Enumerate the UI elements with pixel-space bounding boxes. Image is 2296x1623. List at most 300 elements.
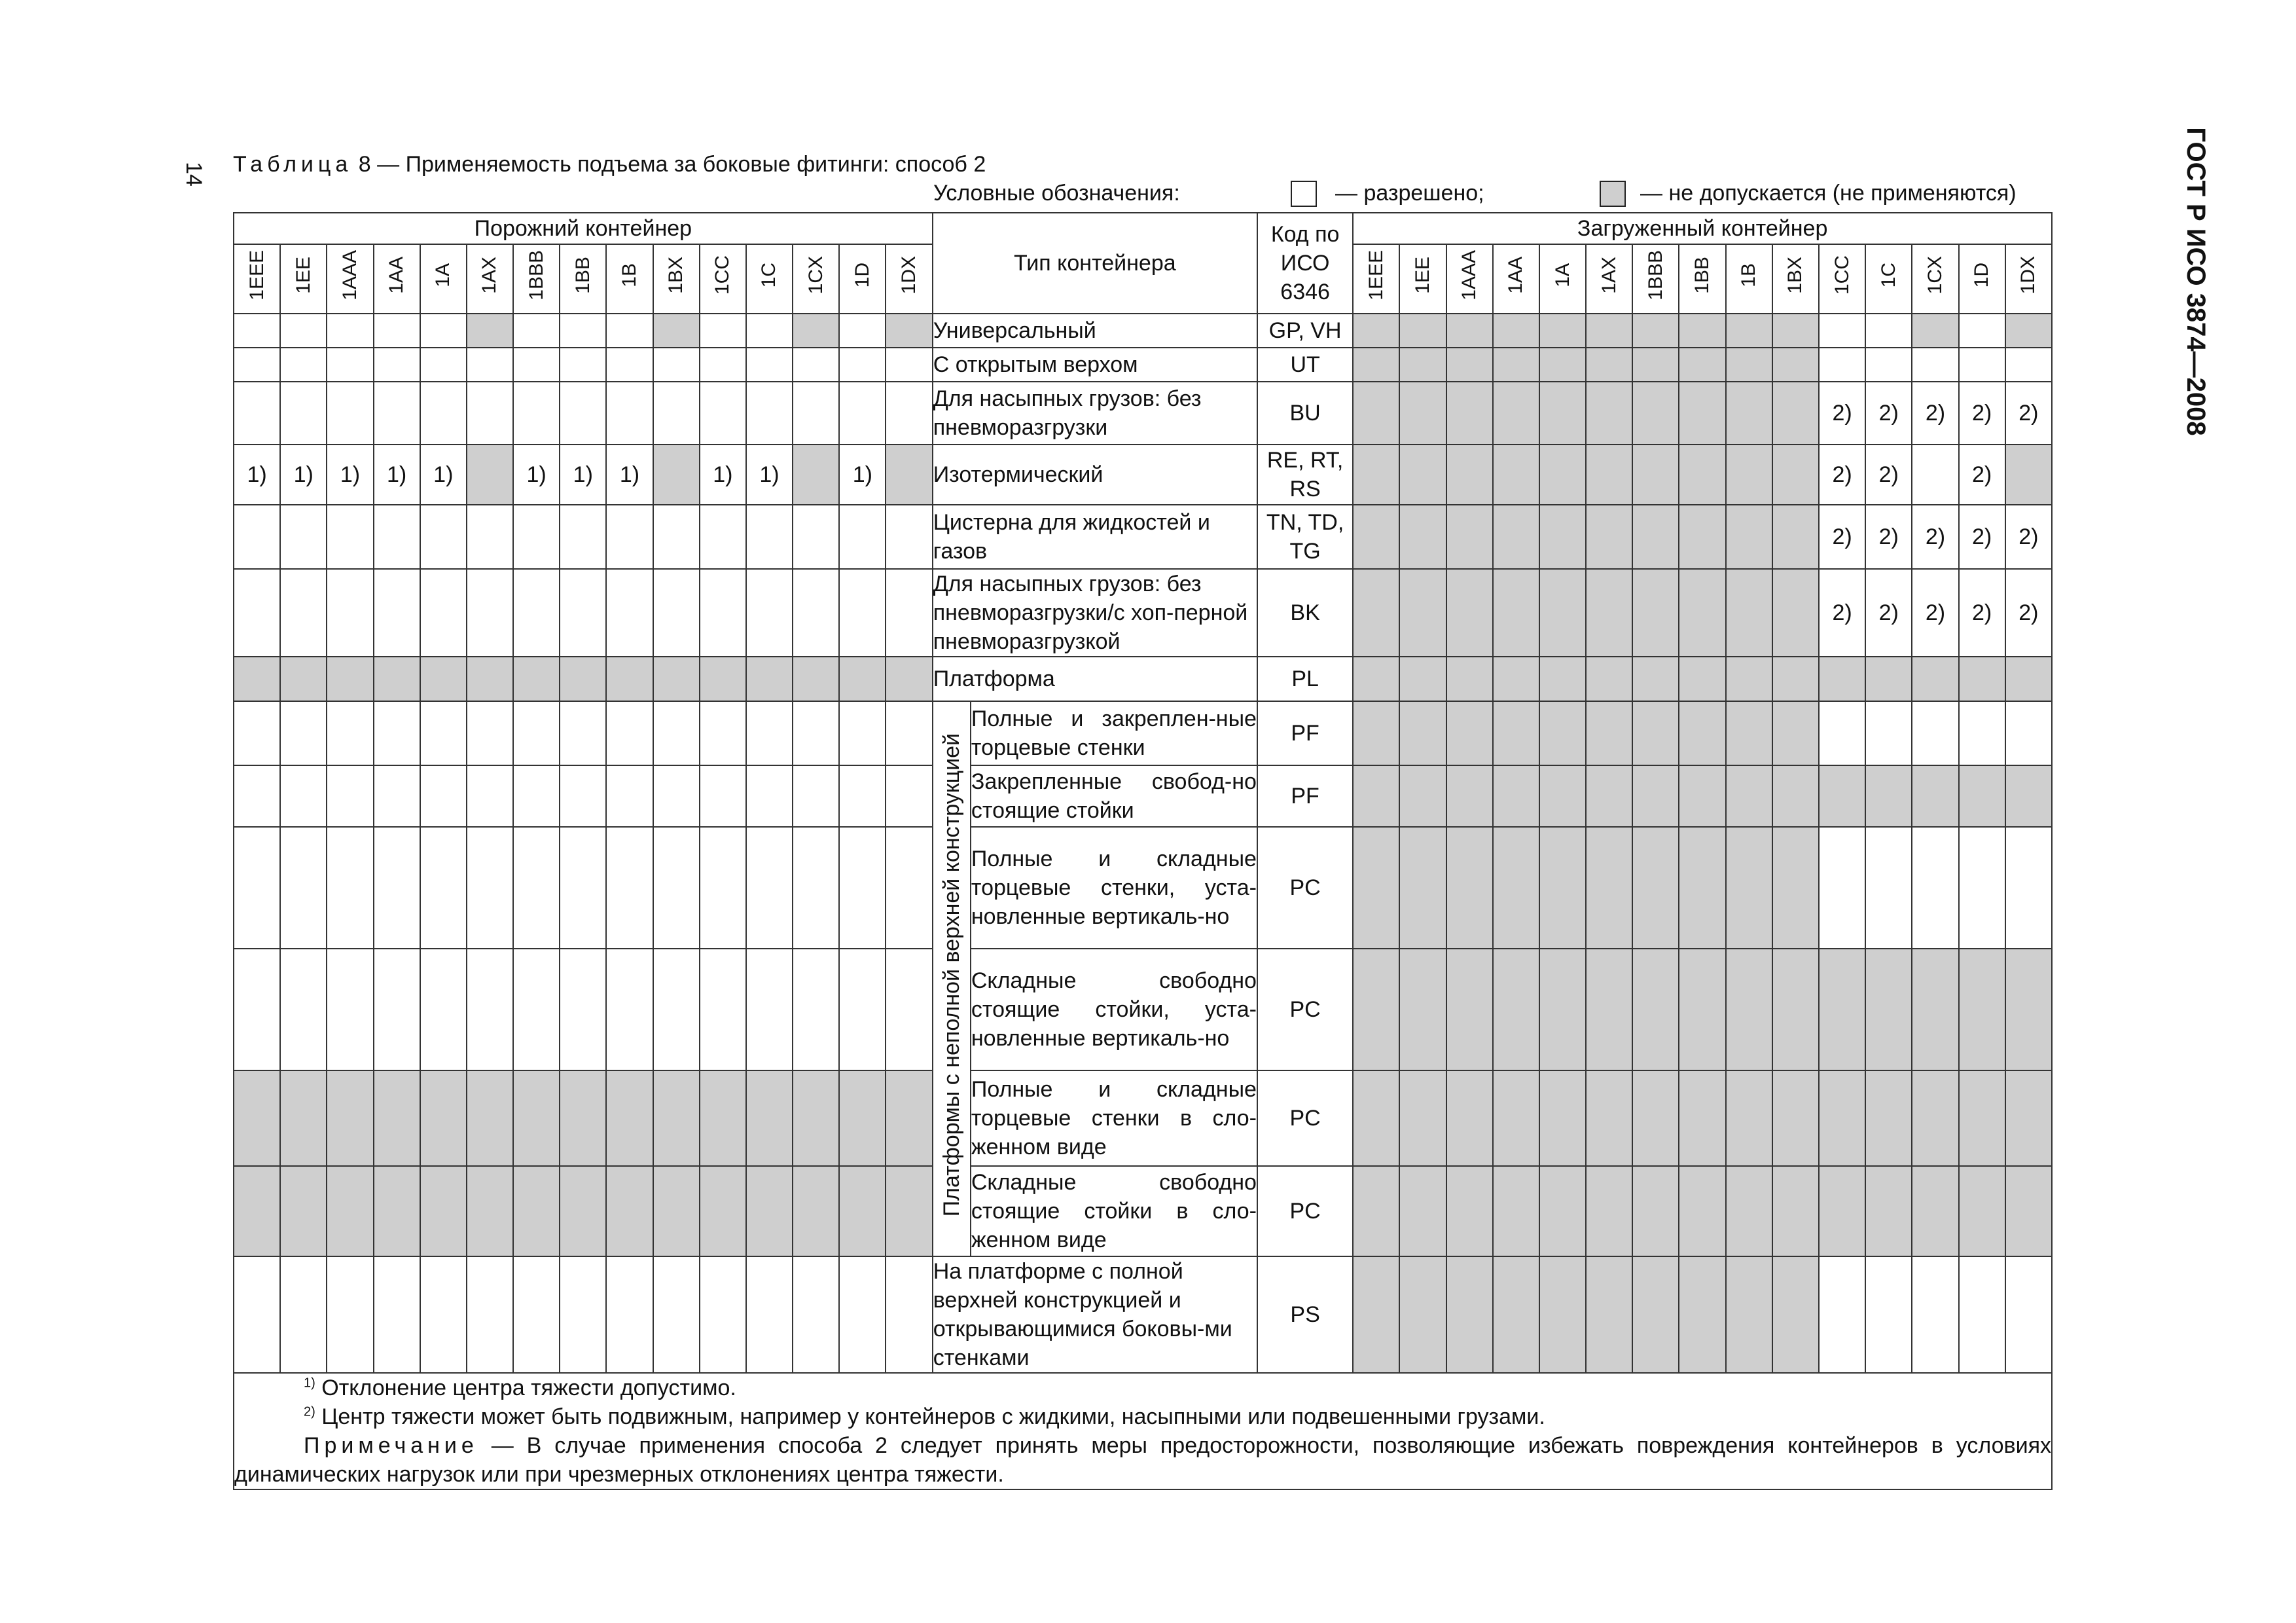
empty-cell	[234, 827, 280, 949]
table-row	[234, 382, 2052, 445]
size-label: 1C	[758, 263, 780, 288]
size-label: 1A	[432, 263, 454, 287]
empty-cell	[746, 765, 793, 827]
size-label: 1BB	[1691, 257, 1713, 294]
empty-cell	[700, 1166, 746, 1256]
loaded-cell	[1726, 445, 1772, 505]
loaded-cell	[1353, 445, 1399, 505]
footnote-mark: 2)	[304, 1404, 315, 1419]
loaded-cell: 2)	[1912, 569, 1958, 657]
loaded-size-header	[1493, 244, 1539, 314]
loaded-cell	[1912, 314, 1958, 348]
empty-cell	[513, 827, 560, 949]
loaded-cell	[1819, 1070, 1865, 1166]
loaded-cell	[1865, 1166, 1912, 1256]
empty-cell	[839, 765, 886, 827]
loaded-cell	[1446, 1070, 1493, 1166]
loaded-cell	[1772, 314, 1819, 348]
table-row	[234, 949, 2052, 1070]
empty-cell	[653, 569, 700, 657]
empty-cell	[234, 949, 280, 1070]
empty-cell	[700, 765, 746, 827]
empty-cell	[560, 1166, 606, 1256]
loaded-cell	[1539, 949, 1586, 1070]
loaded-cell	[1772, 1070, 1819, 1166]
loaded-cell	[1446, 569, 1493, 657]
loaded-cell	[1819, 1256, 1865, 1373]
empty-cell	[606, 1256, 653, 1373]
empty-cell	[280, 949, 327, 1070]
loaded-cell	[1399, 765, 1446, 827]
empty-cell	[886, 1166, 932, 1256]
empty-cell	[420, 1256, 467, 1373]
loaded-cell	[1353, 701, 1399, 765]
loaded-cell	[1493, 505, 1539, 569]
loaded-cell: 2)	[2005, 505, 2052, 569]
loaded-cell	[1726, 505, 1772, 569]
empty-cell	[234, 765, 280, 827]
empty-cell	[374, 382, 420, 445]
empty-cell: 1)	[746, 445, 793, 505]
loaded-cell	[1959, 348, 2005, 382]
loaded-cell: 2)	[1959, 569, 2005, 657]
empty-cell	[374, 505, 420, 569]
empty-cell	[467, 701, 513, 765]
loaded-cell	[1353, 382, 1399, 445]
loaded-cell	[1353, 314, 1399, 348]
empty-cell	[886, 765, 932, 827]
loaded-cell	[1493, 1256, 1539, 1373]
empty-cell	[513, 569, 560, 657]
loaded-cell	[1772, 505, 1819, 569]
iso-code: PC	[1257, 1070, 1353, 1166]
loaded-cell	[1446, 445, 1493, 505]
loaded-cell	[1865, 765, 1912, 827]
loaded-cell	[1912, 1256, 1958, 1373]
empty-cell	[420, 765, 467, 827]
empty-cell	[234, 657, 280, 701]
loaded-cell	[1493, 569, 1539, 657]
loaded-cell	[1865, 827, 1912, 949]
size-label: 1BBB	[1644, 250, 1666, 301]
empty-cell	[327, 1166, 373, 1256]
loaded-cell	[1539, 701, 1586, 765]
loaded-cell	[1959, 701, 2005, 765]
empty-cell	[280, 348, 327, 382]
loaded-cell	[1446, 505, 1493, 569]
loaded-cell	[1959, 314, 2005, 348]
empty-cell	[513, 314, 560, 348]
empty-cell	[839, 701, 886, 765]
empty-cell	[700, 382, 746, 445]
loaded-cell	[1353, 1256, 1399, 1373]
loaded-cell	[1446, 765, 1493, 827]
empty-cell	[513, 949, 560, 1070]
loaded-cell	[1726, 827, 1772, 949]
empty-cell	[374, 701, 420, 765]
empty-cell	[234, 382, 280, 445]
empty-cell	[513, 505, 560, 569]
loaded-cell	[1865, 1070, 1912, 1166]
loaded-cell	[1493, 382, 1539, 445]
empty-cell	[839, 1256, 886, 1373]
loaded-cell	[1865, 314, 1912, 348]
notes-row	[234, 1373, 2052, 1489]
empty-cell: 1)	[513, 445, 560, 505]
empty-cell	[560, 657, 606, 701]
loaded-cell	[1399, 657, 1446, 701]
empty-cell	[467, 348, 513, 382]
loaded-cell	[1399, 569, 1446, 657]
empty-cell	[886, 505, 932, 569]
loaded-cell	[2005, 827, 2052, 949]
loaded-cell	[1912, 701, 1958, 765]
caption-text: 8 — Применяемость подъема за боковые фитинги: способ 2	[358, 152, 986, 177]
empty-cell	[886, 569, 932, 657]
empty-cell	[513, 382, 560, 445]
loaded-cell	[1353, 765, 1399, 827]
loaded-cell	[1912, 1166, 1958, 1256]
empty-cell	[280, 1256, 327, 1373]
empty-cell	[700, 657, 746, 701]
loaded-cell	[1912, 445, 1958, 505]
empty-cell	[560, 1256, 606, 1373]
table-row	[234, 765, 2052, 827]
loaded-cell	[1632, 382, 1679, 445]
empty-cell	[746, 1166, 793, 1256]
loaded-cell	[1493, 949, 1539, 1070]
empty-cell	[280, 827, 327, 949]
loaded-cell: 2)	[1959, 445, 2005, 505]
empty-cell	[653, 827, 700, 949]
loaded-cell	[1679, 827, 1725, 949]
empty-cell	[886, 1070, 932, 1166]
empty-cell: 1)	[420, 445, 467, 505]
empty-cell	[280, 314, 327, 348]
loaded-cell	[1819, 949, 1865, 1070]
size-label: 1C	[1877, 263, 1899, 288]
loaded-cell	[1586, 382, 1632, 445]
empty-cell	[374, 949, 420, 1070]
empty-cell	[793, 701, 839, 765]
loaded-cell	[2005, 314, 2052, 348]
empty-cell	[560, 348, 606, 382]
size-label: 1AA	[386, 257, 408, 294]
empty-cell	[513, 1166, 560, 1256]
loaded-cell	[1819, 701, 1865, 765]
empty-cell	[420, 314, 467, 348]
size-label: 1AX	[1598, 257, 1620, 294]
note-word: Примечание	[304, 1433, 478, 1458]
loaded-cell: 2)	[1865, 445, 1912, 505]
empty-size-header	[839, 244, 886, 314]
loaded-cell	[1772, 569, 1819, 657]
loaded-cell	[1912, 348, 1958, 382]
loaded-cell	[1632, 569, 1679, 657]
loaded-cell: 2)	[1819, 569, 1865, 657]
table-row	[234, 657, 2052, 701]
table-row	[234, 1070, 2052, 1166]
empty-cell	[700, 314, 746, 348]
empty-cell	[886, 949, 932, 1070]
loaded-cell	[1446, 657, 1493, 701]
container-type: Складные свободно стоящие стойки в сло-женном виде	[971, 1166, 1257, 1256]
empty-cell	[700, 949, 746, 1070]
loaded-cell	[1632, 1256, 1679, 1373]
empty-cell: 1)	[374, 445, 420, 505]
loaded-cell	[1539, 827, 1586, 949]
loaded-cell	[1539, 569, 1586, 657]
loaded-cell	[1399, 382, 1446, 445]
loaded-cell	[1819, 827, 1865, 949]
loaded-cell	[1586, 505, 1632, 569]
empty-cell	[839, 1166, 886, 1256]
loaded-size-header	[1399, 244, 1446, 314]
iso-code: PF	[1257, 765, 1353, 827]
empty-cell	[606, 701, 653, 765]
loaded-cell: 2)	[1865, 569, 1912, 657]
empty-cell	[513, 348, 560, 382]
empty-cell	[560, 314, 606, 348]
loaded-cell	[1353, 1166, 1399, 1256]
empty-cell	[467, 382, 513, 445]
loaded-size-header	[1912, 244, 1958, 314]
size-label: 1AAA	[338, 250, 361, 301]
empty-cell	[886, 445, 932, 505]
container-type: Полные и складные торцевые стенки, уста-новленные вертикаль-но	[971, 827, 1257, 949]
empty-cell	[886, 382, 932, 445]
empty-cell	[793, 1070, 839, 1166]
loaded-cell	[1865, 1256, 1912, 1373]
loaded-cell	[2005, 1166, 2052, 1256]
empty-cell	[420, 348, 467, 382]
loaded-cell	[1726, 348, 1772, 382]
empty-cell	[886, 314, 932, 348]
empty-cell	[793, 505, 839, 569]
loaded-cell	[1493, 445, 1539, 505]
empty-cell	[653, 1070, 700, 1166]
loaded-cell	[2005, 1070, 2052, 1166]
empty-cell	[606, 827, 653, 949]
empty-cell	[700, 1256, 746, 1373]
loaded-cell: 2)	[1865, 505, 1912, 569]
empty-cell	[467, 1256, 513, 1373]
loaded-cell	[1772, 1256, 1819, 1373]
iso-code: TN, TD, TG	[1257, 505, 1353, 569]
loaded-size-header	[1865, 244, 1912, 314]
loaded-cell	[1586, 827, 1632, 949]
loaded-size-header	[2005, 244, 2052, 314]
empty-cell	[467, 505, 513, 569]
empty-cell	[420, 1166, 467, 1256]
empty-cell	[886, 348, 932, 382]
empty-cell	[467, 314, 513, 348]
empty-cell	[839, 314, 886, 348]
container-type: Полные и складные торцевые стенки в сло-женном виде	[971, 1070, 1257, 1166]
empty-cell	[513, 701, 560, 765]
loaded-cell	[1399, 314, 1446, 348]
loaded-cell	[2005, 657, 2052, 701]
empty-cell	[700, 505, 746, 569]
empty-cell	[280, 1166, 327, 1256]
empty-cell	[606, 765, 653, 827]
loaded-container-header: Загруженный контейнер	[1353, 213, 2052, 244]
container-type: Изотермический	[933, 445, 1257, 505]
empty-cell	[653, 382, 700, 445]
empty-size-header	[700, 244, 746, 314]
table-row	[234, 827, 2052, 949]
size-label: 1B	[1738, 263, 1760, 287]
empty-cell: 1)	[839, 445, 886, 505]
empty-cell	[374, 765, 420, 827]
loaded-size-header	[1679, 244, 1725, 314]
note-text: — В случае применения способа 2 следует принять меры предосторожности, позволяющие избежать повреждения контейнеров в условиях динамических нагрузок или при чрезмерных отклонениях центра тяжести.	[234, 1433, 2051, 1487]
empty-size-header	[606, 244, 653, 314]
loaded-cell	[1446, 827, 1493, 949]
empty-cell	[839, 827, 886, 949]
loaded-cell	[1539, 1256, 1586, 1373]
table-notes	[234, 1373, 2052, 1489]
empty-cell	[700, 827, 746, 949]
loaded-size-header	[1772, 244, 1819, 314]
loaded-cell	[1399, 1166, 1446, 1256]
loaded-cell	[1819, 765, 1865, 827]
loaded-cell	[1493, 348, 1539, 382]
empty-cell	[793, 382, 839, 445]
loaded-cell	[1539, 505, 1586, 569]
empty-cell	[839, 348, 886, 382]
empty-cell	[653, 445, 700, 505]
empty-size-header	[886, 244, 932, 314]
loaded-cell	[1912, 949, 1958, 1070]
empty-cell	[793, 949, 839, 1070]
loaded-cell	[1586, 314, 1632, 348]
loaded-cell: 2)	[1912, 505, 1958, 569]
empty-cell	[793, 314, 839, 348]
loaded-cell	[1772, 657, 1819, 701]
empty-cell	[327, 382, 373, 445]
empty-cell	[886, 1256, 932, 1373]
loaded-size-header	[1726, 244, 1772, 314]
loaded-cell	[1772, 701, 1819, 765]
table-row	[234, 505, 2052, 569]
empty-cell	[746, 314, 793, 348]
loaded-cell	[1726, 1256, 1772, 1373]
size-label: 1EEE	[1365, 250, 1387, 301]
loaded-cell	[1772, 827, 1819, 949]
empty-cell	[793, 1166, 839, 1256]
size-label: 1CX	[1924, 256, 1946, 295]
table-row	[234, 1166, 2052, 1256]
loaded-cell	[1726, 569, 1772, 657]
empty-cell	[467, 827, 513, 949]
loaded-cell	[1959, 765, 2005, 827]
loaded-cell	[1539, 1070, 1586, 1166]
legend-allowed-text: — разрешено;	[1335, 181, 1484, 206]
document-code: ГОСТ Р ИСО 3874—2008	[2181, 127, 2210, 436]
legend-forbidden-text: — не допускается (не применяются)	[1640, 181, 2017, 206]
empty-cell: 1)	[560, 445, 606, 505]
loaded-cell	[1679, 949, 1725, 1070]
empty-cell	[280, 382, 327, 445]
loaded-size-header	[1819, 244, 1865, 314]
applicability-table	[233, 212, 2053, 1490]
size-label: 1EE	[1412, 257, 1434, 294]
empty-cell	[327, 1070, 373, 1166]
empty-cell	[839, 382, 886, 445]
platform-group-label	[933, 701, 971, 1256]
loaded-cell	[1632, 505, 1679, 569]
empty-cell	[280, 569, 327, 657]
empty-cell	[653, 348, 700, 382]
empty-cell	[513, 765, 560, 827]
iso-code: UT	[1257, 348, 1353, 382]
loaded-cell	[1399, 1070, 1446, 1166]
empty-cell	[374, 1166, 420, 1256]
empty-cell	[513, 1256, 560, 1373]
loaded-cell: 2)	[2005, 382, 2052, 445]
empty-cell	[746, 701, 793, 765]
loaded-cell	[1632, 348, 1679, 382]
empty-size-header	[467, 244, 513, 314]
loaded-cell	[1772, 1166, 1819, 1256]
size-label: 1A	[1551, 263, 1573, 287]
iso-code: PS	[1257, 1256, 1353, 1373]
empty-cell	[560, 827, 606, 949]
loaded-cell	[1726, 382, 1772, 445]
empty-cell	[606, 348, 653, 382]
size-label: 1BX	[1784, 257, 1806, 294]
empty-cell	[653, 314, 700, 348]
loaded-cell	[1679, 348, 1725, 382]
loaded-size-header	[1586, 244, 1632, 314]
empty-cell	[374, 569, 420, 657]
empty-cell	[327, 314, 373, 348]
loaded-cell	[1586, 569, 1632, 657]
empty-cell	[513, 657, 560, 701]
loaded-cell	[1399, 827, 1446, 949]
legend-forbidden-swatch	[1600, 181, 1626, 207]
table-row	[234, 445, 2052, 505]
loaded-cell	[1632, 1070, 1679, 1166]
loaded-cell	[1632, 827, 1679, 949]
empty-cell	[653, 765, 700, 827]
loaded-cell	[1632, 445, 1679, 505]
empty-cell	[793, 827, 839, 949]
empty-cell	[374, 314, 420, 348]
empty-cell	[560, 382, 606, 445]
size-label: 1DX	[898, 256, 920, 295]
container-type: Универсальный	[933, 314, 1257, 348]
empty-cell	[606, 569, 653, 657]
empty-cell	[467, 569, 513, 657]
empty-cell	[234, 1166, 280, 1256]
loaded-cell	[1912, 1070, 1958, 1166]
loaded-cell	[1493, 827, 1539, 949]
empty-cell	[234, 314, 280, 348]
loaded-cell	[1399, 445, 1446, 505]
empty-cell	[606, 1166, 653, 1256]
empty-cell	[700, 569, 746, 657]
loaded-cell	[1865, 701, 1912, 765]
loaded-cell	[1819, 1166, 1865, 1256]
loaded-cell	[1586, 1070, 1632, 1166]
empty-cell	[513, 1070, 560, 1166]
loaded-cell	[1446, 382, 1493, 445]
loaded-cell	[1539, 765, 1586, 827]
empty-cell	[793, 569, 839, 657]
empty-cell: 1)	[606, 445, 653, 505]
